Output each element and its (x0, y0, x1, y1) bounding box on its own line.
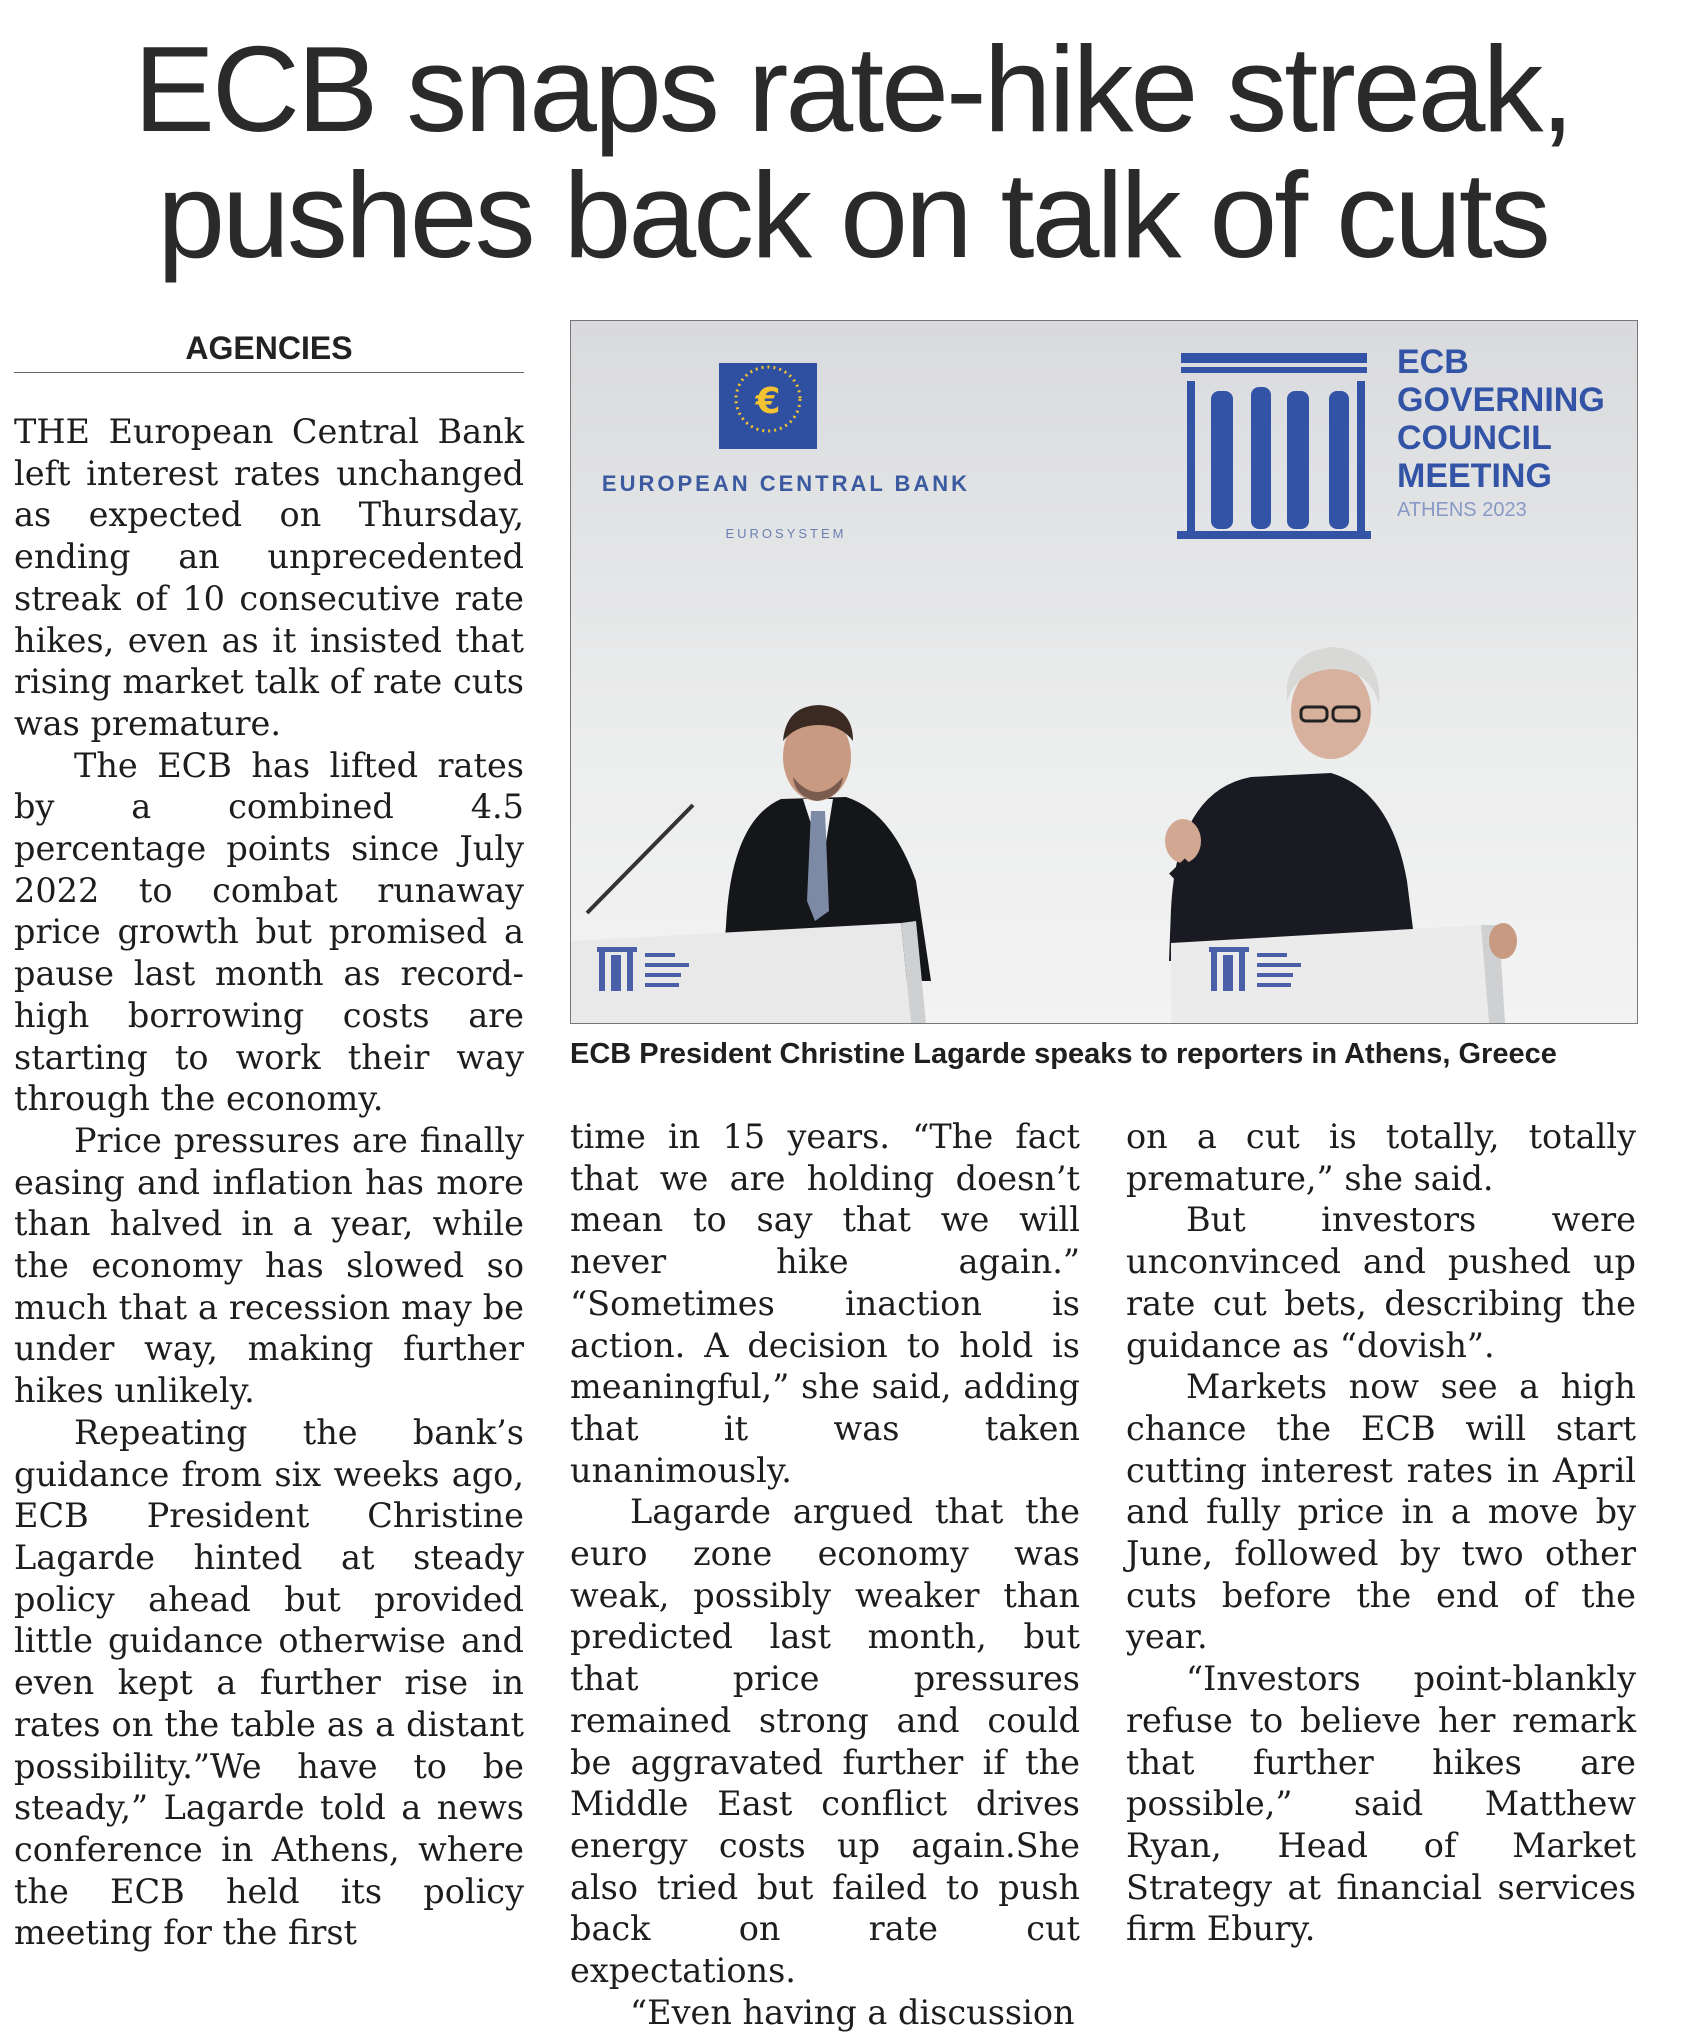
byline: AGENCIES (14, 326, 524, 373)
council-sign (1397, 343, 1605, 525)
council-line-2: GOVERNING (1397, 381, 1605, 419)
svg-text:€: € (755, 381, 781, 422)
paragraph-8: on a cut is totally, totally premature,” she said. (1126, 1117, 1636, 1198)
paragraph-3: Price pressures are finally easing and inflation has more than halved in a year, while the economy has slowed so much that a recession may be under way, making further hikes unlikely. (14, 1120, 524, 1411)
paragraph-7: “Even having a discussion (630, 1992, 1075, 2032)
council-line-1: ECB (1397, 343, 1469, 381)
council-line-4: MEETING (1397, 457, 1552, 495)
paragraph-4: Repeating the bank’s guidance from six weeks ago, ECB President Christine Lagarde hinted at steady policy ahead but provided little guidance otherwise and even kept a further rise in rates on the table as a distant possibility.”We have to be steady,” Lagarde told a news conference in Athens, where the ECB held its policy meeting for the first (14, 1412, 524, 1953)
ecb-logo-text: EUROPEAN CENTRAL BANK (601, 471, 971, 496)
council-year: ATHENS 2023 (1397, 499, 1527, 521)
paragraph-9: But investors were unconvinced and pushed up rate cut bets, describing the guidance as “dovish”. (1126, 1200, 1636, 1365)
ecb-logo-subtext: EUROSYSTEM (725, 526, 847, 541)
paragraph-2: The ECB has lifted rates by a combined 4.5 percentage points since July 2022 to combat runaway price growth but promised a pause last month as record-high borrowing costs are starting to work their way through the economy. (14, 745, 524, 1119)
paragraph-5: time in 15 years. “The fact that we are holding doesn’t mean to say that we will never hike again.” “Sometimes inaction is action. A decision to hold is meaningful,” she said, adding that it was taken unanimously. (570, 1117, 1080, 1490)
paragraph-10: Markets now see a high chance the ECB will start cutting interest rates in April and fully price in a move by June, followed by two other cuts before the end of the year. (1126, 1367, 1636, 1657)
article-column-3 (1126, 1116, 1636, 1950)
council-line-3: COUNCIL (1397, 419, 1552, 457)
paragraph-1: THE European Central Bank left interest rates unchanged as expected on Thursday, ending an unprecedented streak of 10 consecutive rate hikes, even as it insisted that rising market talk of rate cuts was premature. (14, 412, 524, 743)
headline (0, 21, 1705, 283)
news-photo (570, 320, 1638, 1024)
headline-line-1: ECB snaps rate-hike streak, (133, 21, 1572, 157)
paragraph-6: Lagarde argued that the euro zone economy was weak, possibly weaker than predicted last month, but that price pressures remained strong and could be aggravated further if the Middle East conflict drives energy costs up again.She also tried but failed to push back on rate cut expectations. (570, 1492, 1080, 1991)
paragraph-11: “Investors point-blankly refuse to believe her remark that further hikes are possible,” said Matthew Ryan, Head of Market Strategy at financial services firm Ebury. (1126, 1659, 1636, 1949)
photo-caption: ECB President Christine Lagarde speaks to reporters in Athens, Greece (570, 1038, 1557, 1070)
article-column-1 (14, 411, 524, 1954)
headline-line-2: pushes back on talk of cuts (157, 147, 1548, 283)
article-column-2 (570, 1116, 1080, 2033)
ecb-logo-icon (719, 363, 817, 449)
